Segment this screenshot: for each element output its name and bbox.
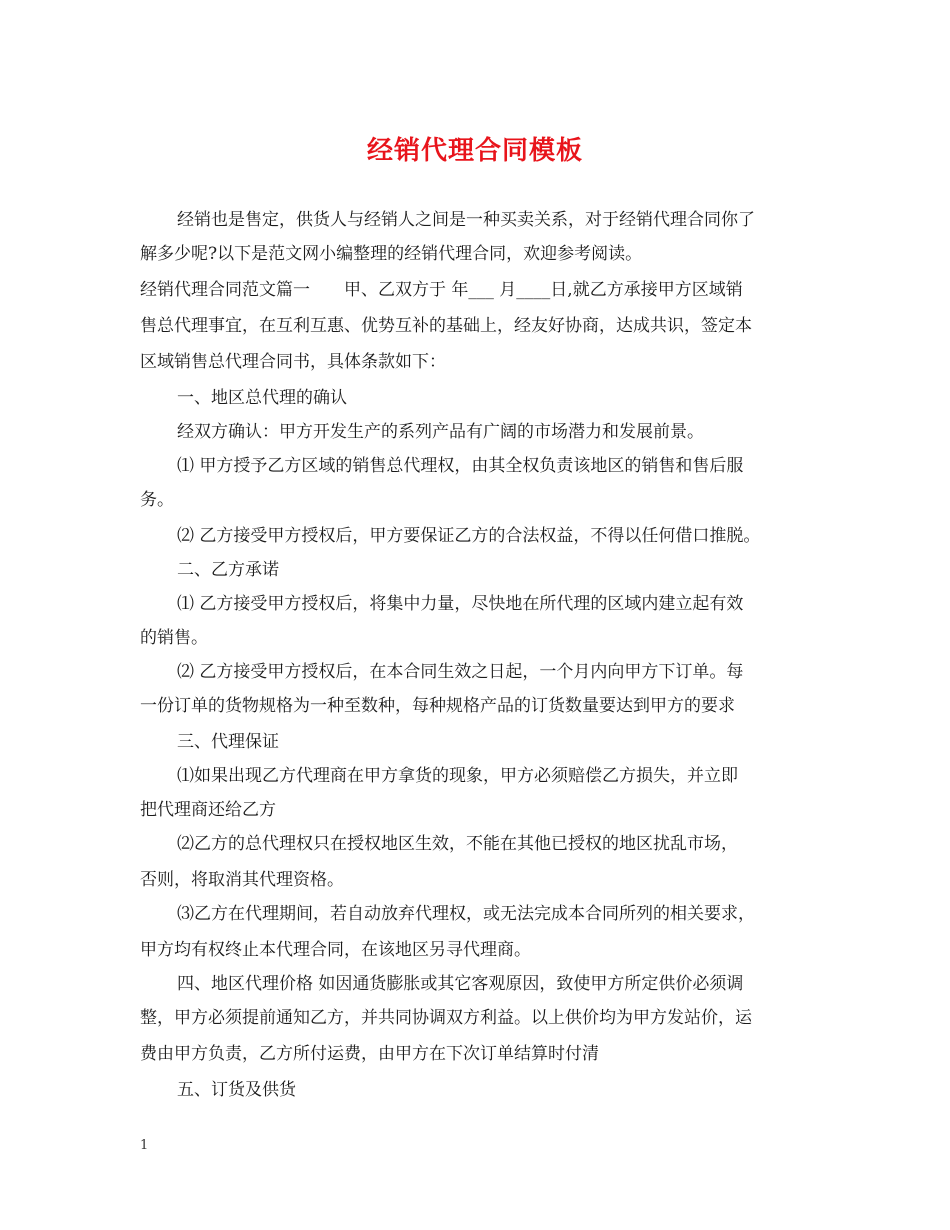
- body-line: 整，甲方必须提前通知乙方，并共同协调双方利益。以上供价均为甲方发站价，运: [140, 1008, 752, 1028]
- section-heading: 四、地区代理价格 如因通货膨胀或其它客观原因，致使甲方所定供价必须调: [177, 974, 744, 994]
- section-heading: 一、地区总代理的确认: [177, 388, 347, 408]
- clause-line: 甲方均有权终止本代理合同，在该地区另寻代理商。: [140, 940, 531, 960]
- clause-line: ⑶乙方在代理期间，若自动放弃代理权，或无法完成本合同所列的相关要求，: [177, 904, 755, 924]
- body-line: 经销代理合同范文篇一 甲、乙双方于 年___ 月____日,就乙方承接甲方区域销: [140, 280, 743, 300]
- body-line: 解多少呢?以下是范文网小编整理的经销代理合同，欢迎参考阅读。: [140, 244, 643, 264]
- clause-line: ⑵ 乙方接受甲方授权后，甲方要保证乙方的合法权益，不得以任何借口推脱。: [177, 526, 761, 546]
- body-line: 区域销售总代理合同书，具体条款如下：: [140, 352, 446, 372]
- clause-line: ⑴ 乙方接受甲方授权后，将集中力量，尽快地在所代理的区域内建立起有效: [177, 594, 744, 614]
- section-heading: 二、乙方承诺: [177, 560, 279, 580]
- clause-line: ⑴如果出现乙方代理商在甲方拿货的现象，甲方必须赔偿乙方损失，并立即: [177, 766, 738, 786]
- clause-line: ⑵ 乙方接受甲方授权后，在本合同生效之日起，一个月内向甲方下订单。每: [177, 662, 744, 682]
- body-line: 经双方确认：甲方开发生产的系列产品有广阔的市场潜力和发展前景。: [177, 422, 704, 442]
- clause-line: 否则，将取消其代理资格。: [140, 870, 344, 890]
- clause-line: ⑴ 甲方授予乙方区域的销售总代理权，由其全权负责该地区的销售和售后服: [177, 456, 744, 476]
- clause-line: 一份订单的货物规格为一种至数种，每种规格产品的订货数量要达到甲方的要求: [140, 696, 735, 716]
- section-heading: 五、订货及供货: [177, 1080, 296, 1100]
- clause-line: ⑵乙方的总代理权只在授权地区生效，不能在其他已授权的地区扰乱市场，: [177, 834, 738, 854]
- document-title: 经销代理合同模板: [366, 136, 583, 166]
- body-line: 费由甲方负责，乙方所付运费，由甲方在下次订单结算时付清: [140, 1044, 599, 1064]
- clause-line: 务。: [140, 490, 174, 510]
- body-line: 售总代理事宜，在互利互惠、优势互补的基础上，经友好协商，达成共识，签定本: [140, 316, 752, 336]
- section-heading: 三、代理保证: [177, 732, 279, 752]
- clause-line: 把代理商还给乙方: [140, 800, 276, 820]
- clause-line: 的销售。: [140, 628, 208, 648]
- body-line: 经销也是售定，供货人与经销人之间是一种买卖关系，对于经销代理合同你了: [177, 210, 755, 230]
- page-number: 1: [140, 1138, 149, 1153]
